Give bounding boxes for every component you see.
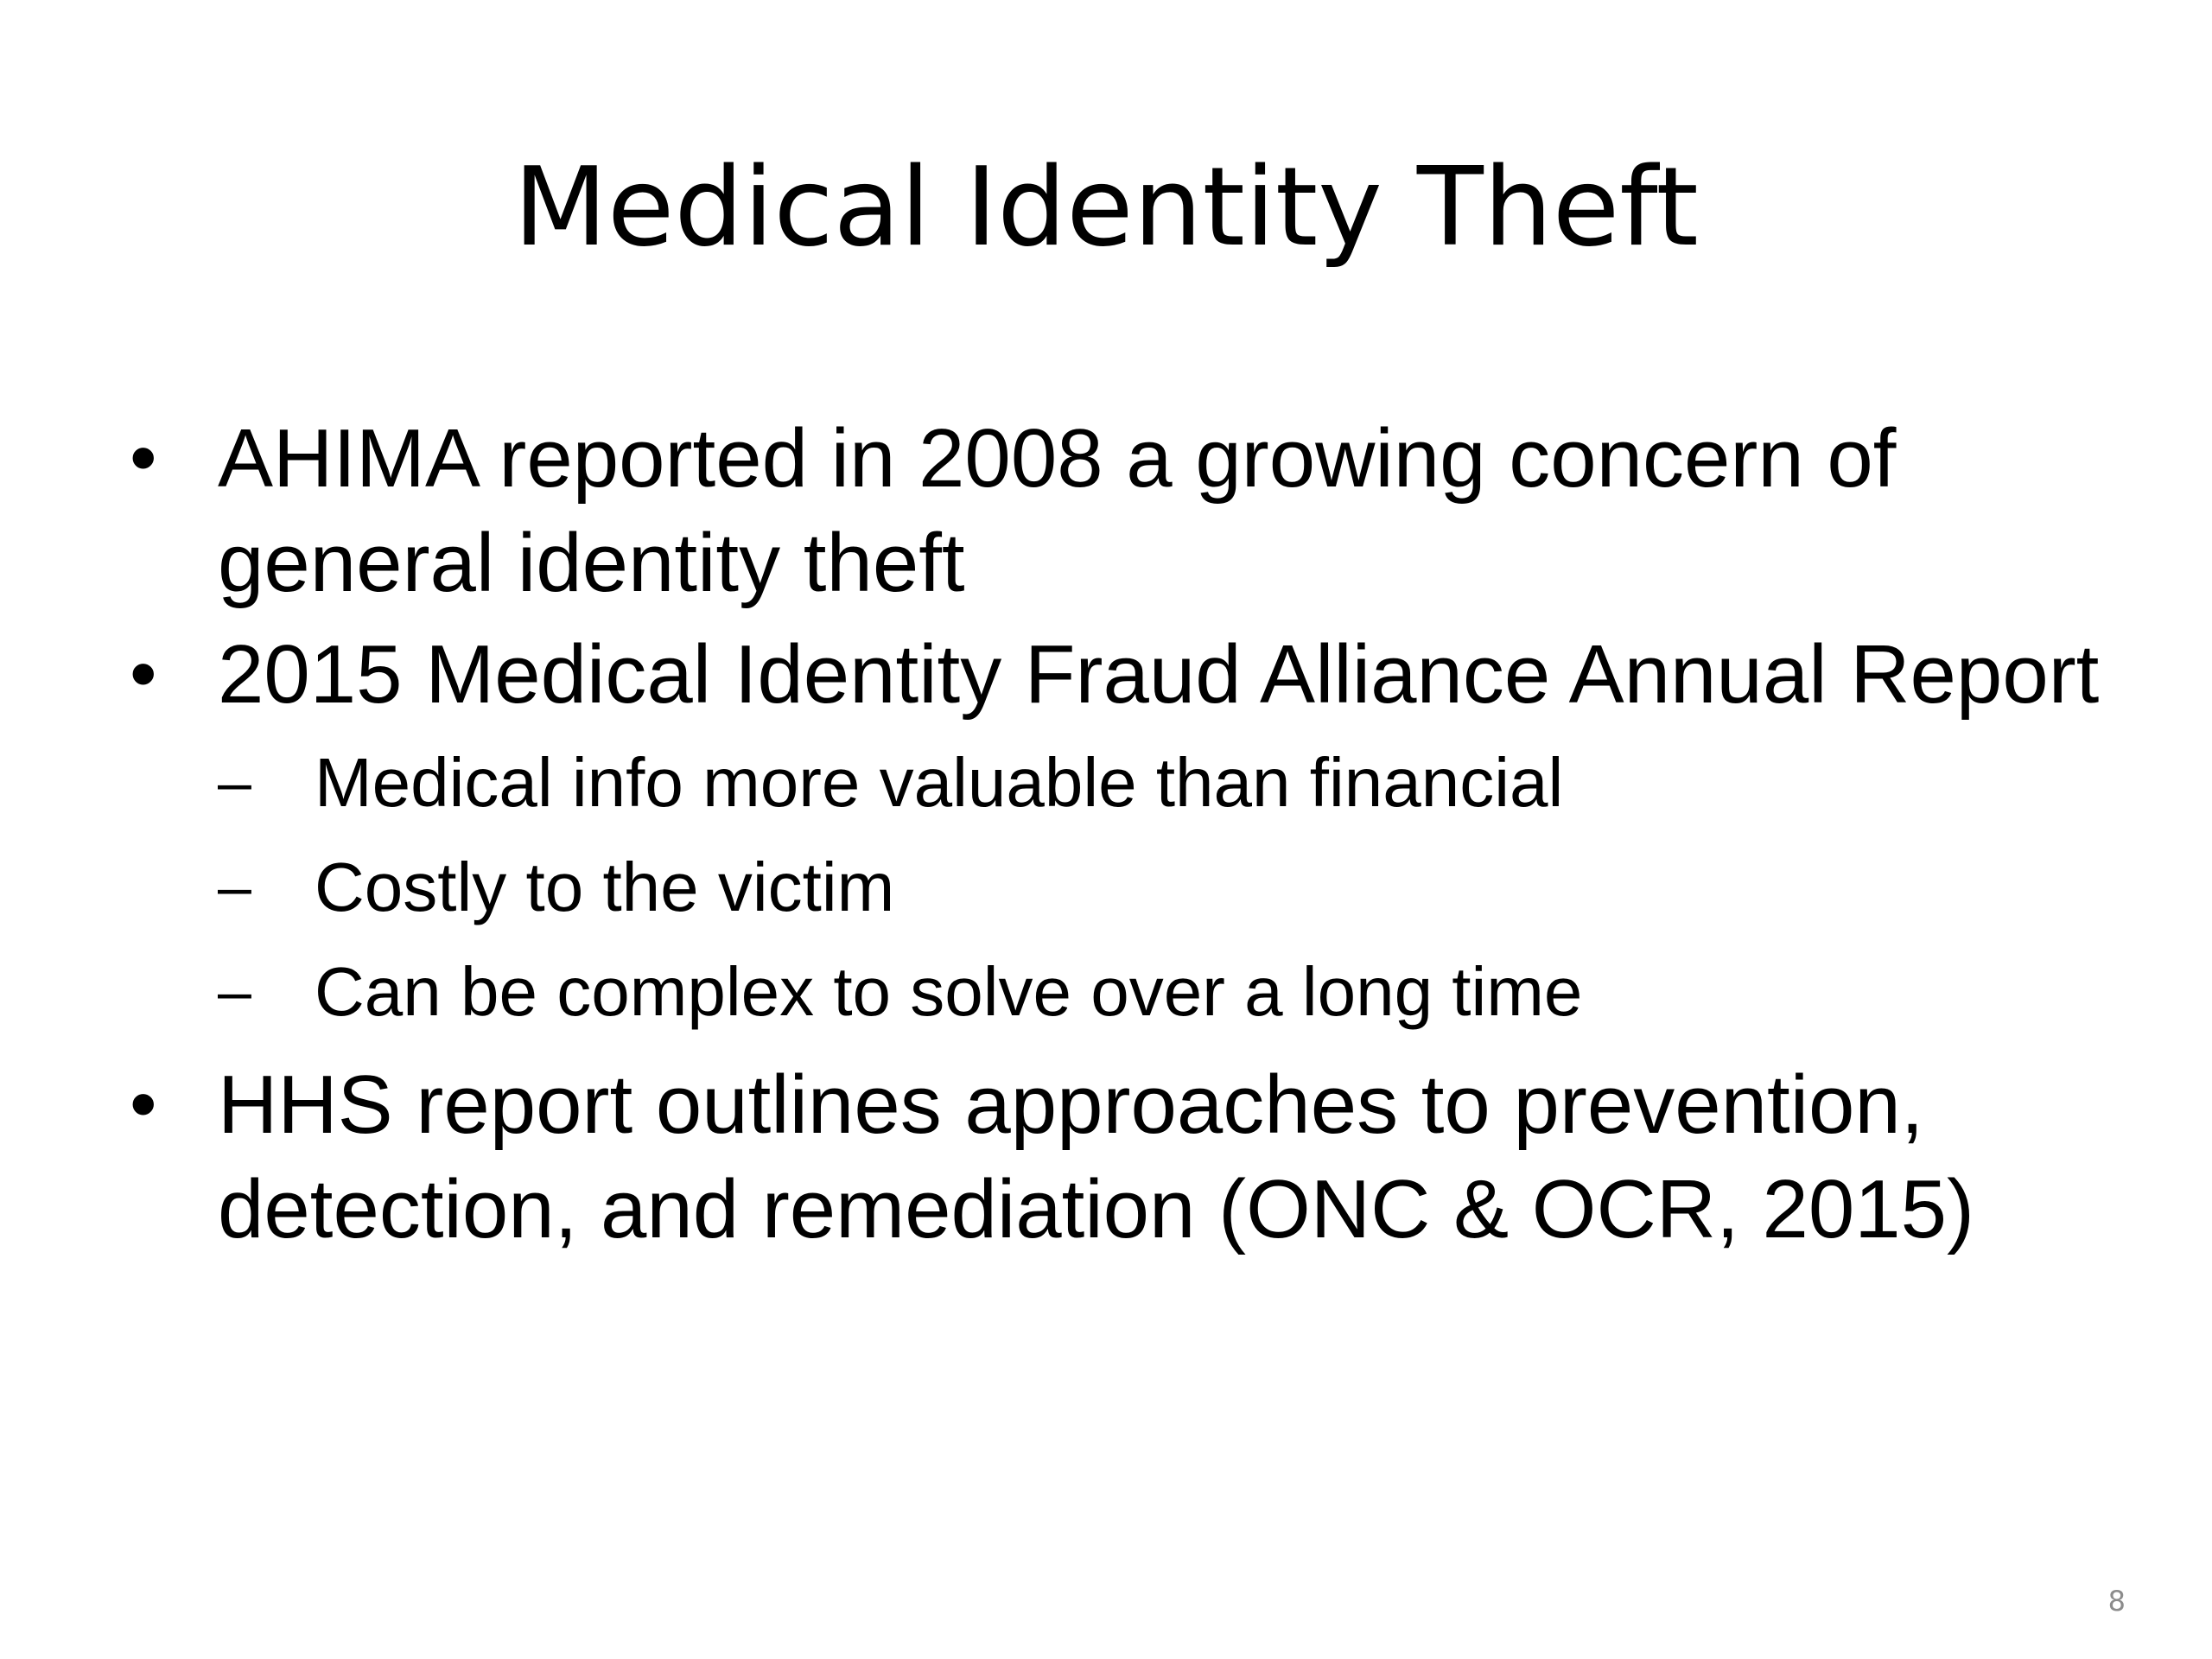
bullet-text: HHS report outlines approaches to prevention, detection, and remediation (ONC & OCR, 2015)	[218, 1058, 1974, 1255]
slide-title: Medical Identity Theft	[513, 143, 1699, 270]
bullet-dot-icon: •	[130, 631, 157, 717]
bullet-list	[130, 406, 2117, 1268]
bullet-item	[130, 406, 2117, 615]
bullet-item	[130, 1052, 2117, 1262]
bullet-item	[130, 622, 2117, 1044]
sub-bullet-item	[218, 835, 2117, 939]
sub-bullet-text: Costly to the victim	[315, 849, 895, 925]
bullet-dot-icon: •	[130, 1061, 157, 1147]
dash-icon: –	[218, 748, 251, 816]
sub-bullet-text: Can be complex to solve over a long time	[315, 953, 1583, 1030]
bullet-dot-icon: •	[130, 415, 157, 501]
bullet-text: 2015 Medical Identity Fraud Alliance Annual Report	[218, 628, 2100, 721]
bullet-text: AHIMA reported in 2008 a growing concern of general identity theft	[218, 412, 1897, 609]
sub-bullet-item	[218, 730, 2117, 835]
sub-bullet-item	[218, 939, 2117, 1044]
sub-bullet-list	[218, 730, 2117, 1044]
dash-icon: –	[218, 957, 251, 1025]
dash-icon: –	[218, 853, 251, 920]
sub-bullet-text: Medical info more valuable than financial	[315, 744, 1564, 821]
page-number: 8	[2107, 1585, 2126, 1618]
